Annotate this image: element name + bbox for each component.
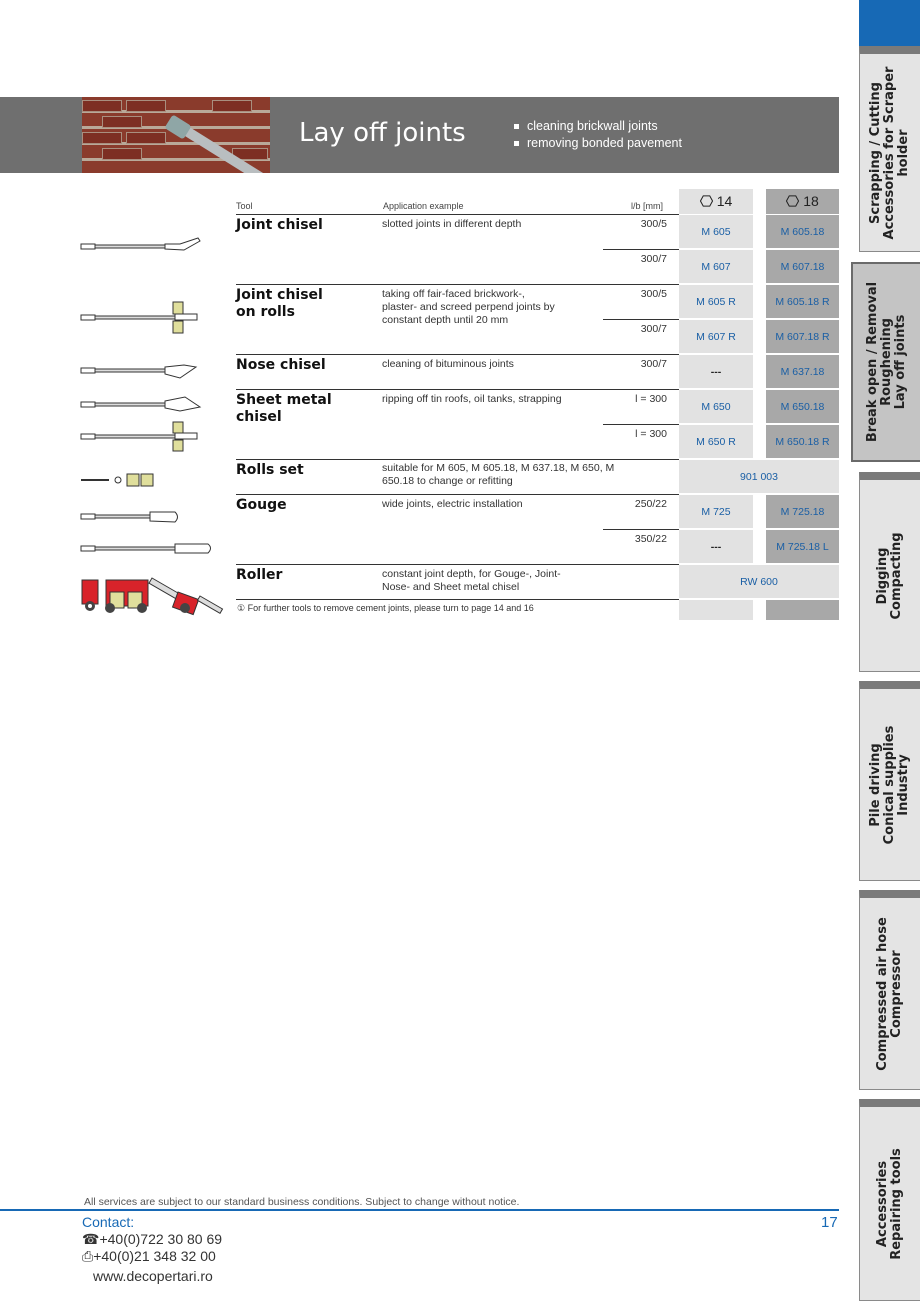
col-header-size18: 18 [766, 189, 839, 214]
article-number[interactable]: M 725.18 [766, 494, 839, 528]
row-divider [603, 424, 679, 425]
column-footer-18 [766, 600, 839, 620]
tab-label: Break open / Removal Roughening Lay off joints [864, 281, 908, 443]
row-divider [236, 564, 679, 565]
sheet-metal-chisel-rolls-icon [80, 420, 200, 454]
col-header-app: Application example [383, 201, 464, 211]
article-number[interactable]: M 607 [679, 249, 753, 283]
page-number: 17 [821, 1214, 838, 1231]
tool-dimension: 250/22 [634, 498, 667, 510]
contact-label: Contact: [82, 1214, 135, 1230]
article-number[interactable]: M 650.18 [766, 389, 839, 423]
row-divider [236, 459, 679, 460]
article-number[interactable]: M 637.18 [766, 354, 839, 388]
row-divider [236, 389, 679, 390]
row-divider [236, 599, 679, 600]
hexagon-icon [786, 195, 799, 207]
tab-label: Compressed air hose Compressor [875, 916, 904, 1071]
page-title: Lay off joints [299, 118, 466, 148]
row-divider [236, 214, 679, 215]
tab-label: Digging Compacting [875, 531, 904, 620]
roller-icon [80, 568, 232, 618]
tab-label: Accessories Repairing tools [875, 1147, 904, 1260]
tool-name: Joint chisel on rolls [236, 287, 323, 320]
brand-corner-block [859, 0, 920, 46]
disclaimer: All services are subject to our standard business conditions. Subject to change without notice. [84, 1196, 520, 1208]
tool-dimension: 300/7 [640, 253, 667, 265]
tool-application: slotted joints in different depth [382, 218, 522, 230]
article-number[interactable]: M 725 [679, 494, 753, 528]
tool-name: Sheet metal chisel [236, 392, 332, 425]
tab-accessories[interactable] [859, 1099, 920, 1301]
nose-chisel-icon [80, 362, 200, 380]
tool-dimension: 300/7 [640, 323, 667, 335]
row-divider [236, 354, 679, 355]
tool-application: taking off fair-faced brickwork-, plaster- and screed perpend joints by constant depth until 20 mm [382, 288, 555, 326]
article-number[interactable]: 901 003 [679, 459, 839, 493]
tool-dimension: l = 300 [635, 393, 667, 405]
article-number[interactable]: M 607.18 R [766, 319, 839, 353]
col-header-size14: 14 [679, 189, 753, 214]
tab-digging-compacting[interactable] [859, 472, 920, 672]
article-number[interactable]: RW 600 [679, 564, 839, 598]
tool-dimension: 350/22 [634, 533, 667, 545]
tool-dimension: 300/5 [640, 218, 667, 230]
article-number: --- [679, 354, 753, 388]
article-number[interactable]: M 605.18 [766, 214, 839, 248]
col-header-tool: Tool [236, 201, 253, 211]
table-note: ① For further tools to remove cement joints, please turn to page 14 and 16 [237, 603, 534, 613]
phone-line[interactable]: ☎+40(0)722 30 80 69 [82, 1231, 223, 1247]
article-number[interactable]: M 607.18 [766, 249, 839, 283]
tab-compressed-air[interactable] [859, 890, 920, 1090]
row-divider [603, 529, 679, 530]
tool-application: cleaning of bituminous joints [382, 358, 514, 370]
sheet-metal-chisel-icon [80, 393, 202, 413]
tool-name: Joint chisel [236, 217, 323, 233]
gouge-icon [80, 509, 182, 525]
tool-name: Nose chisel [236, 357, 326, 373]
article-number[interactable]: M 605.18 R [766, 284, 839, 318]
row-divider [236, 284, 679, 285]
tool-application: wide joints, electric installation [382, 498, 523, 510]
footer-divider [0, 1209, 839, 1211]
tool-dimension: 300/5 [640, 288, 667, 300]
fax-line[interactable]: ⎙+40(0)21 348 32 00 [82, 1248, 216, 1264]
website-link[interactable]: www.decopertari.ro [93, 1268, 213, 1284]
article-number[interactable]: M 725.18 L [766, 529, 839, 563]
row-divider [603, 319, 679, 320]
joint-chisel-icon [80, 236, 202, 256]
article-number[interactable]: M 650.18 R [766, 424, 839, 458]
header-bullets [514, 118, 682, 152]
tool-application: ripping off tin roofs, oil tanks, strapping [382, 393, 562, 405]
article-number[interactable]: M 605 R [679, 284, 753, 318]
article-number[interactable]: M 607 R [679, 319, 753, 353]
article-number[interactable]: M 650 R [679, 424, 753, 458]
tab-scrapping-cutting[interactable] [859, 46, 920, 252]
tool-dimension: 300/7 [640, 358, 667, 370]
column-footer-14 [679, 600, 753, 620]
tool-name: Roller [236, 567, 283, 583]
row-divider [236, 494, 679, 495]
tool-name: Gouge [236, 497, 287, 513]
header-bullet: cleaning brickwall joints [514, 118, 682, 135]
info-icon: ① [237, 603, 246, 613]
tab-break-open-removal[interactable] [851, 262, 920, 462]
tool-dimension: l = 300 [635, 428, 667, 440]
header-photo [82, 97, 270, 173]
row-divider [603, 249, 679, 250]
col-header-dim: l/b [mm] [631, 201, 664, 211]
fax-icon: ⎙ [82, 1248, 94, 1264]
rolls-set-icon [80, 472, 160, 488]
hexagon-icon [700, 195, 713, 207]
article-number[interactable]: M 650 [679, 389, 753, 423]
tab-label: Scrapping / Cutting Accessories for Scraper holder [868, 66, 911, 239]
tool-application: constant joint depth, for Gouge-, Joint-Nose- and Sheet metal chisel [382, 568, 561, 593]
contact-block [82, 1214, 222, 1265]
joint-chisel-rolls-icon [80, 300, 200, 336]
header-bullet: removing bonded pavement [514, 135, 682, 152]
gouge-long-icon [80, 542, 215, 556]
tab-pile-driving[interactable] [859, 681, 920, 881]
tool-name: Rolls set [236, 462, 304, 478]
article-number[interactable]: M 605 [679, 214, 753, 248]
tab-label: Pile driving Conical supplies Industry [868, 725, 911, 844]
tool-application: suitable for M 605, M 605.18, M 637.18, M 650, M 650.18 to change or refitting [382, 462, 615, 487]
phone-icon: ☎ [82, 1231, 100, 1247]
article-number: --- [679, 529, 753, 563]
